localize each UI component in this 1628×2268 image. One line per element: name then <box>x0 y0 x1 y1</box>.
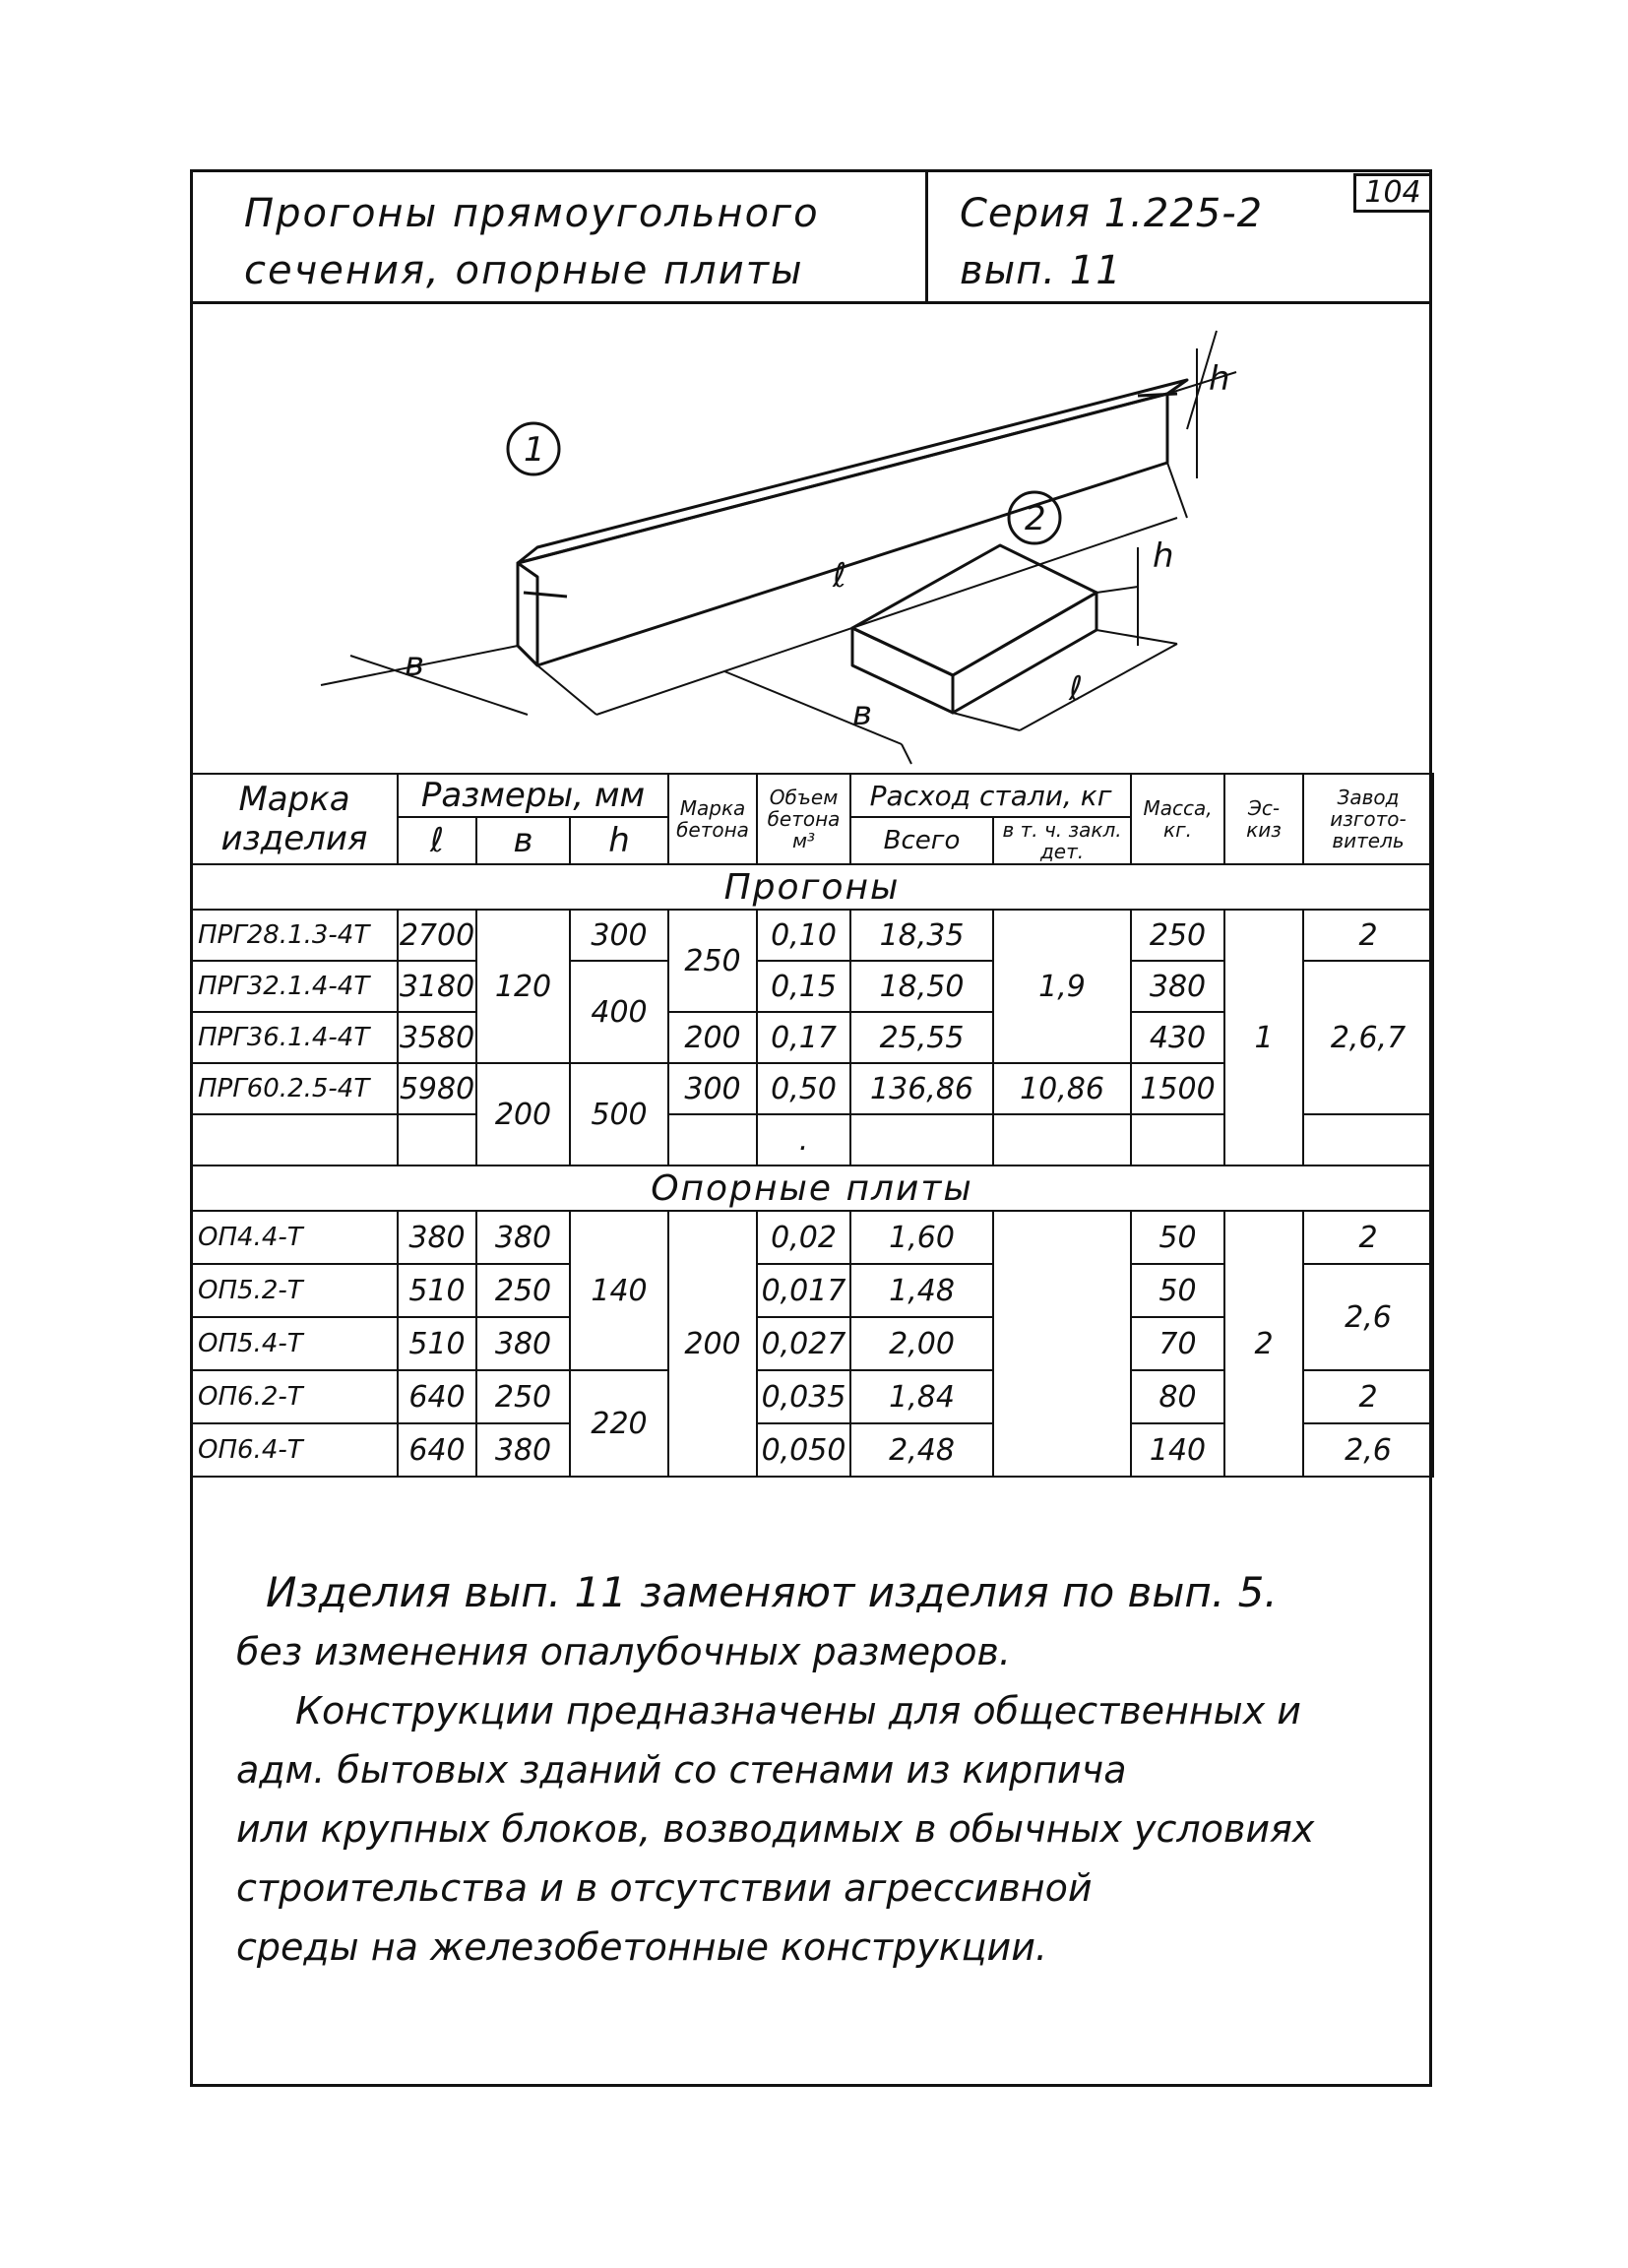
header-mark <box>191 774 398 864</box>
specification-table <box>190 773 1434 1478</box>
table-row <box>191 1211 1433 1264</box>
purlin-chamfer-line <box>524 593 567 597</box>
cell-grade-merged: 250 <box>668 910 757 1012</box>
purlin-length-label: ℓ <box>833 556 847 596</box>
notes-block <box>236 1563 1398 1977</box>
section-row-purlins <box>191 864 1433 910</box>
title-line-2: сечения, опорные плиты <box>244 248 804 293</box>
cell-plant: 2 <box>1303 910 1433 961</box>
cell-h-merged: 400 <box>570 961 668 1063</box>
cell-mark: ОП6.2-Т <box>191 1370 398 1423</box>
cell-plant: 2,6 <box>1303 1423 1433 1477</box>
note-line: строительства и в отсутствии агрессивной <box>236 1866 1093 1910</box>
header-mass-line2: кг. <box>1163 818 1192 842</box>
cell-mark: ПРГ60.2.5-4Т <box>191 1063 398 1114</box>
header-steel-embedded: в т. ч. закл. дет. <box>993 817 1131 864</box>
cell-embedded: 10,86 <box>993 1063 1131 1114</box>
header-steel-total: Всего <box>850 817 993 864</box>
cell-embedded-empty <box>993 1211 1131 1477</box>
cell-volume: 0,035 <box>757 1370 850 1423</box>
cell-mass: 50 <box>1131 1264 1224 1317</box>
cell-volume: 0,10 <box>757 910 850 961</box>
cell-mass: 80 <box>1131 1370 1224 1423</box>
header-plant-line1: Завод <box>1337 786 1400 809</box>
note-line: среды на железобетонные конструкции. <box>236 1925 1048 1969</box>
cell-mark: ПРГ28.1.3-4Т <box>191 910 398 961</box>
cell-plant-merged: 2,6,7 <box>1303 961 1433 1114</box>
cell-empty <box>398 1114 476 1166</box>
plate-height-label: h <box>1153 536 1174 576</box>
cell-l: 3580 <box>398 1012 476 1063</box>
cell-plant: 2 <box>1303 1211 1433 1264</box>
purlin-height-label: h <box>1209 359 1230 399</box>
cell-steel: 1,84 <box>850 1370 993 1423</box>
header-mass <box>1131 774 1224 864</box>
cell-l: 510 <box>398 1264 476 1317</box>
section-title-plates: Опорные плиты <box>191 1166 1433 1211</box>
cell-empty <box>850 1114 993 1166</box>
cell-l: 380 <box>398 1211 476 1264</box>
purlin-chamfer-line-2 <box>1138 394 1177 396</box>
cell-embedded-merged: 1,9 <box>993 910 1131 1063</box>
cell-b: 380 <box>476 1423 570 1477</box>
cell-volume: 0,50 <box>757 1063 850 1114</box>
cell-mass: 380 <box>1131 961 1224 1012</box>
cell-h: 300 <box>570 910 668 961</box>
cell-l: 640 <box>398 1370 476 1423</box>
cell-mark: ПРГ36.1.4-4Т <box>191 1012 398 1063</box>
cell-mark: ОП5.4-Т <box>191 1317 398 1370</box>
header-steel: Расход стали, кг <box>850 774 1131 817</box>
callout-1-number: 1 <box>524 430 545 470</box>
cell-l: 2700 <box>398 910 476 961</box>
section-title-purlins: Прогоны <box>191 864 1433 910</box>
plate-top-face <box>852 545 1096 675</box>
header-sketch-line2: киз <box>1246 818 1282 842</box>
cell-mass: 50 <box>1131 1211 1224 1264</box>
isometric-drawing <box>193 301 1429 774</box>
header-mass-line1: Масса, <box>1143 796 1213 820</box>
cell-mass: 1500 <box>1131 1063 1224 1114</box>
cell-sketch-merged: 1 <box>1224 910 1303 1166</box>
cell-steel: 2,48 <box>850 1423 993 1477</box>
cell-mark: ПРГ32.1.4-4Т <box>191 961 398 1012</box>
series-block <box>960 185 1334 299</box>
cell-volume: 0,17 <box>757 1012 850 1063</box>
cell-plant: 2 <box>1303 1370 1433 1423</box>
sheet-number: 104 <box>1353 173 1432 213</box>
cell-volume: 0,15 <box>757 961 850 1012</box>
cell-sketch-merged: 2 <box>1224 1211 1303 1477</box>
header-concrete-volume-line1: Объем <box>769 786 839 809</box>
document-title <box>244 185 894 299</box>
cell-b-merged: 120 <box>476 910 570 1063</box>
header-row-1 <box>191 774 1433 817</box>
note-line: адм. бытовых зданий со стенами из кирпича <box>236 1748 1127 1792</box>
header-b: в <box>476 817 570 864</box>
cell-mass: 140 <box>1131 1423 1224 1477</box>
cell-volume: 0,02 <box>757 1211 850 1264</box>
header-h: h <box>570 817 668 864</box>
cell-l: 510 <box>398 1317 476 1370</box>
title-vertical-divider <box>925 169 928 301</box>
purlin-width-label: в <box>405 645 425 684</box>
cell-steel: 18,35 <box>850 910 993 961</box>
cell-mass: 70 <box>1131 1317 1224 1370</box>
cell-steel: 136,86 <box>850 1063 993 1114</box>
series-line-2: вып. 11 <box>960 248 1122 293</box>
series-line-1: Серия 1.225-2 <box>960 191 1264 236</box>
purlin-end-face <box>518 563 537 665</box>
cell-steel: 2,00 <box>850 1317 993 1370</box>
note-line: Изделия вып. 11 заменяют изделия по вып. 5. <box>266 1568 1278 1616</box>
cell-steel: 18,50 <box>850 961 993 1012</box>
cell-empty <box>993 1114 1131 1166</box>
cell-l: 3180 <box>398 961 476 1012</box>
header-mark-line2: изделия <box>220 819 368 858</box>
header-concrete-volume <box>757 774 850 864</box>
table-row <box>191 910 1433 961</box>
cell-b-merged: 200 <box>476 1063 570 1166</box>
callout-2-number: 2 <box>1025 499 1046 538</box>
header-concrete-grade <box>668 774 757 864</box>
cell-empty <box>1303 1114 1433 1166</box>
cell-l: 5980 <box>398 1063 476 1114</box>
cell-steel: 25,55 <box>850 1012 993 1063</box>
cell-grade: 300 <box>668 1063 757 1114</box>
cell-empty <box>668 1114 757 1166</box>
cell-l: 640 <box>398 1423 476 1477</box>
purlin-front-face <box>518 394 1167 665</box>
note-line: Конструкции предназначены для общественных и <box>295 1689 1301 1732</box>
cell-mass: 250 <box>1131 910 1224 961</box>
header-concrete-volume-line2: бетона м³ <box>767 807 841 852</box>
note-line: без изменения опалубочных размеров. <box>236 1630 1011 1673</box>
cell-b: 380 <box>476 1211 570 1264</box>
header-l: ℓ <box>398 817 476 864</box>
cell-volume: 0,050 <box>757 1423 850 1477</box>
header-concrete-grade-line2: бетона <box>676 818 749 842</box>
cell-volume: 0,017 <box>757 1264 850 1317</box>
cell-b: 250 <box>476 1264 570 1317</box>
cell-steel: 1,48 <box>850 1264 993 1317</box>
plate-length-label: ℓ <box>1069 669 1084 709</box>
cell-empty <box>191 1114 398 1166</box>
cell-mass: 430 <box>1131 1012 1224 1063</box>
cell-grade-merged: 200 <box>668 1211 757 1477</box>
title-line-1: Прогоны прямоугольного <box>244 191 820 236</box>
cell-grade: 200 <box>668 1012 757 1063</box>
header-concrete-grade-line1: Марка <box>679 796 746 820</box>
header-plant-line2: изгото- <box>1330 807 1407 831</box>
cell-h-merged: 140 <box>570 1211 668 1370</box>
cell-h-merged: 220 <box>570 1370 668 1477</box>
cell-empty <box>1131 1114 1224 1166</box>
cell-mark: ОП4.4-Т <box>191 1211 398 1264</box>
header-dimensions: Размеры, мм <box>398 774 668 817</box>
cell-mark: ОП6.4-Т <box>191 1423 398 1477</box>
cell-steel: 1,60 <box>850 1211 993 1264</box>
header-mark-line1: Марка <box>238 780 350 819</box>
cell-plant-merged: 2,6 <box>1303 1264 1433 1370</box>
cell-mark: ОП5.2-Т <box>191 1264 398 1317</box>
header-sketch-line1: Эс- <box>1247 796 1281 820</box>
header-plant <box>1303 774 1433 864</box>
section-row-plates <box>191 1166 1433 1211</box>
cell-b: 250 <box>476 1370 570 1423</box>
cell-b: 380 <box>476 1317 570 1370</box>
cell-volume: 0,027 <box>757 1317 850 1370</box>
header-sketch <box>1224 774 1303 864</box>
cell-dot: . <box>757 1114 850 1166</box>
cell-h-merged: 500 <box>570 1063 668 1166</box>
header-plant-line3: витель <box>1332 829 1405 852</box>
plate-width-label: в <box>852 694 873 733</box>
note-line: или крупных блоков, возводимых в обычных условиях <box>236 1807 1315 1851</box>
